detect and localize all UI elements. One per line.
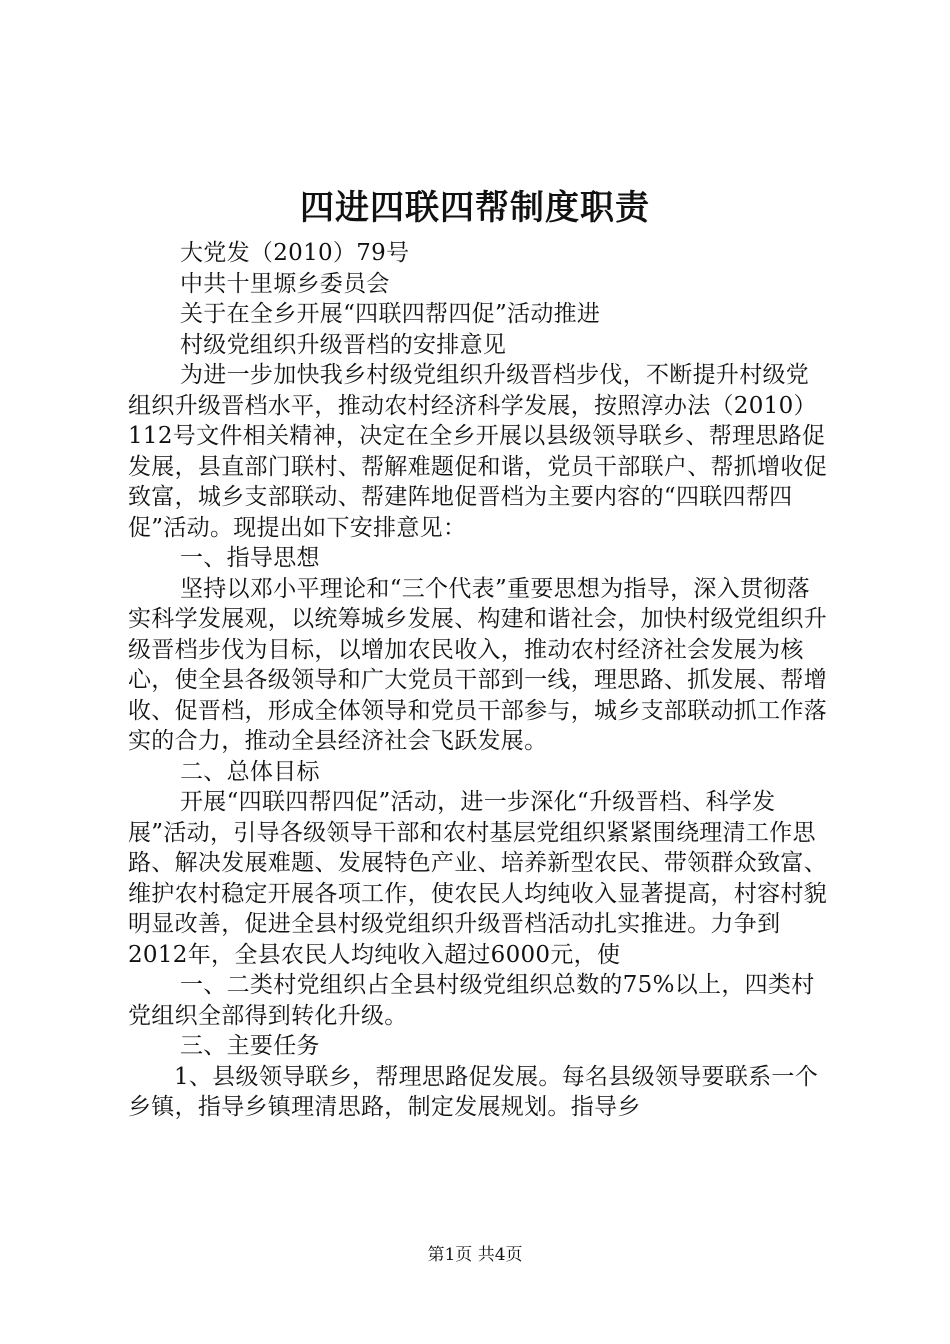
header-line-subject-2: 村级党组织升级晋档的安排意见 [180,331,507,358]
header-line-issuer: 中共十里塬乡委员会 [180,270,390,297]
section-item-main-tasks-1: 1、县级领导联乡，帮理思路促发展。每名县级领导要联系一个乡镇，指导乡镇理清思路，制定发展规划。指导乡 [128,1063,819,1120]
document-title: 四进四联四帮制度职责 [300,188,650,228]
header-line-doc-number: 大党发（2010）79号 [180,240,410,266]
document-body [128,238,828,1123]
section-heading-guiding-thought: 一、指导思想 [180,545,320,571]
page-footer: 第1页 共4页 [427,1245,523,1265]
header-line-subject-1: 关于在全乡开展“四联四帮四促”活动推进 [180,301,601,327]
section-paragraph-overall-goal: 开展“四联四帮四促”活动，进一步深化“升级晋档、科学发展”活动，引导各级领导干部和农村基层党组织紧紧围绕理清工作思路、解决发展难题、发展特色产业、培养新型农民、带领群众致富、维护农村稳定开展各项工作，使农民人均纯收入显著提高，村容村貌明显改善，促进全县村级党组织升级晋档活动扎实推进。力争到2012年，全县农民人均纯收入超过6000元，使 [128,789,827,968]
section-point-overall-goal: 一、二类村党组织占全县村级党组织总数的75%以上，四类村党组织全部得到转化升级。 [128,972,815,1029]
section-heading-main-tasks: 三、主要任务 [180,1033,320,1059]
intro-paragraph: 为进一步加快我乡村级党组织升级晋档步伐，不断提升村级党组织升级晋档水平，推动农村经济科学发展，按照淳办法（2010）112号文件相关精神，决定在全乡开展以县级领导联乡、帮理思路促发展，县直部门联村、帮解难题促和谐，党员干部联户、帮抓增收促致富，城乡支部联动、帮建阵地促晋档为主要内容的“四联四帮四促”活动。现提出如下安排意见： [128,362,827,541]
section-heading-overall-goal: 二、总体目标 [180,758,320,785]
section-paragraph-guiding-thought: 坚持以邓小平理论和“三个代表”重要思想为指导，深入贯彻落实科学发展观，以统筹城乡发展、构建和谐社会，加快村级党组织升级晋档步伐为目标，以增加农民收入，推动农村经济社会发展为核心，使全县各级领导和广大党员干部到一线，理思路、抓发展、帮增收、促晋档，形成全体领导和党员干部参与，城乡支部联动抓工作落实的合力，推动全县经济社会飞跃发展。 [128,575,827,754]
